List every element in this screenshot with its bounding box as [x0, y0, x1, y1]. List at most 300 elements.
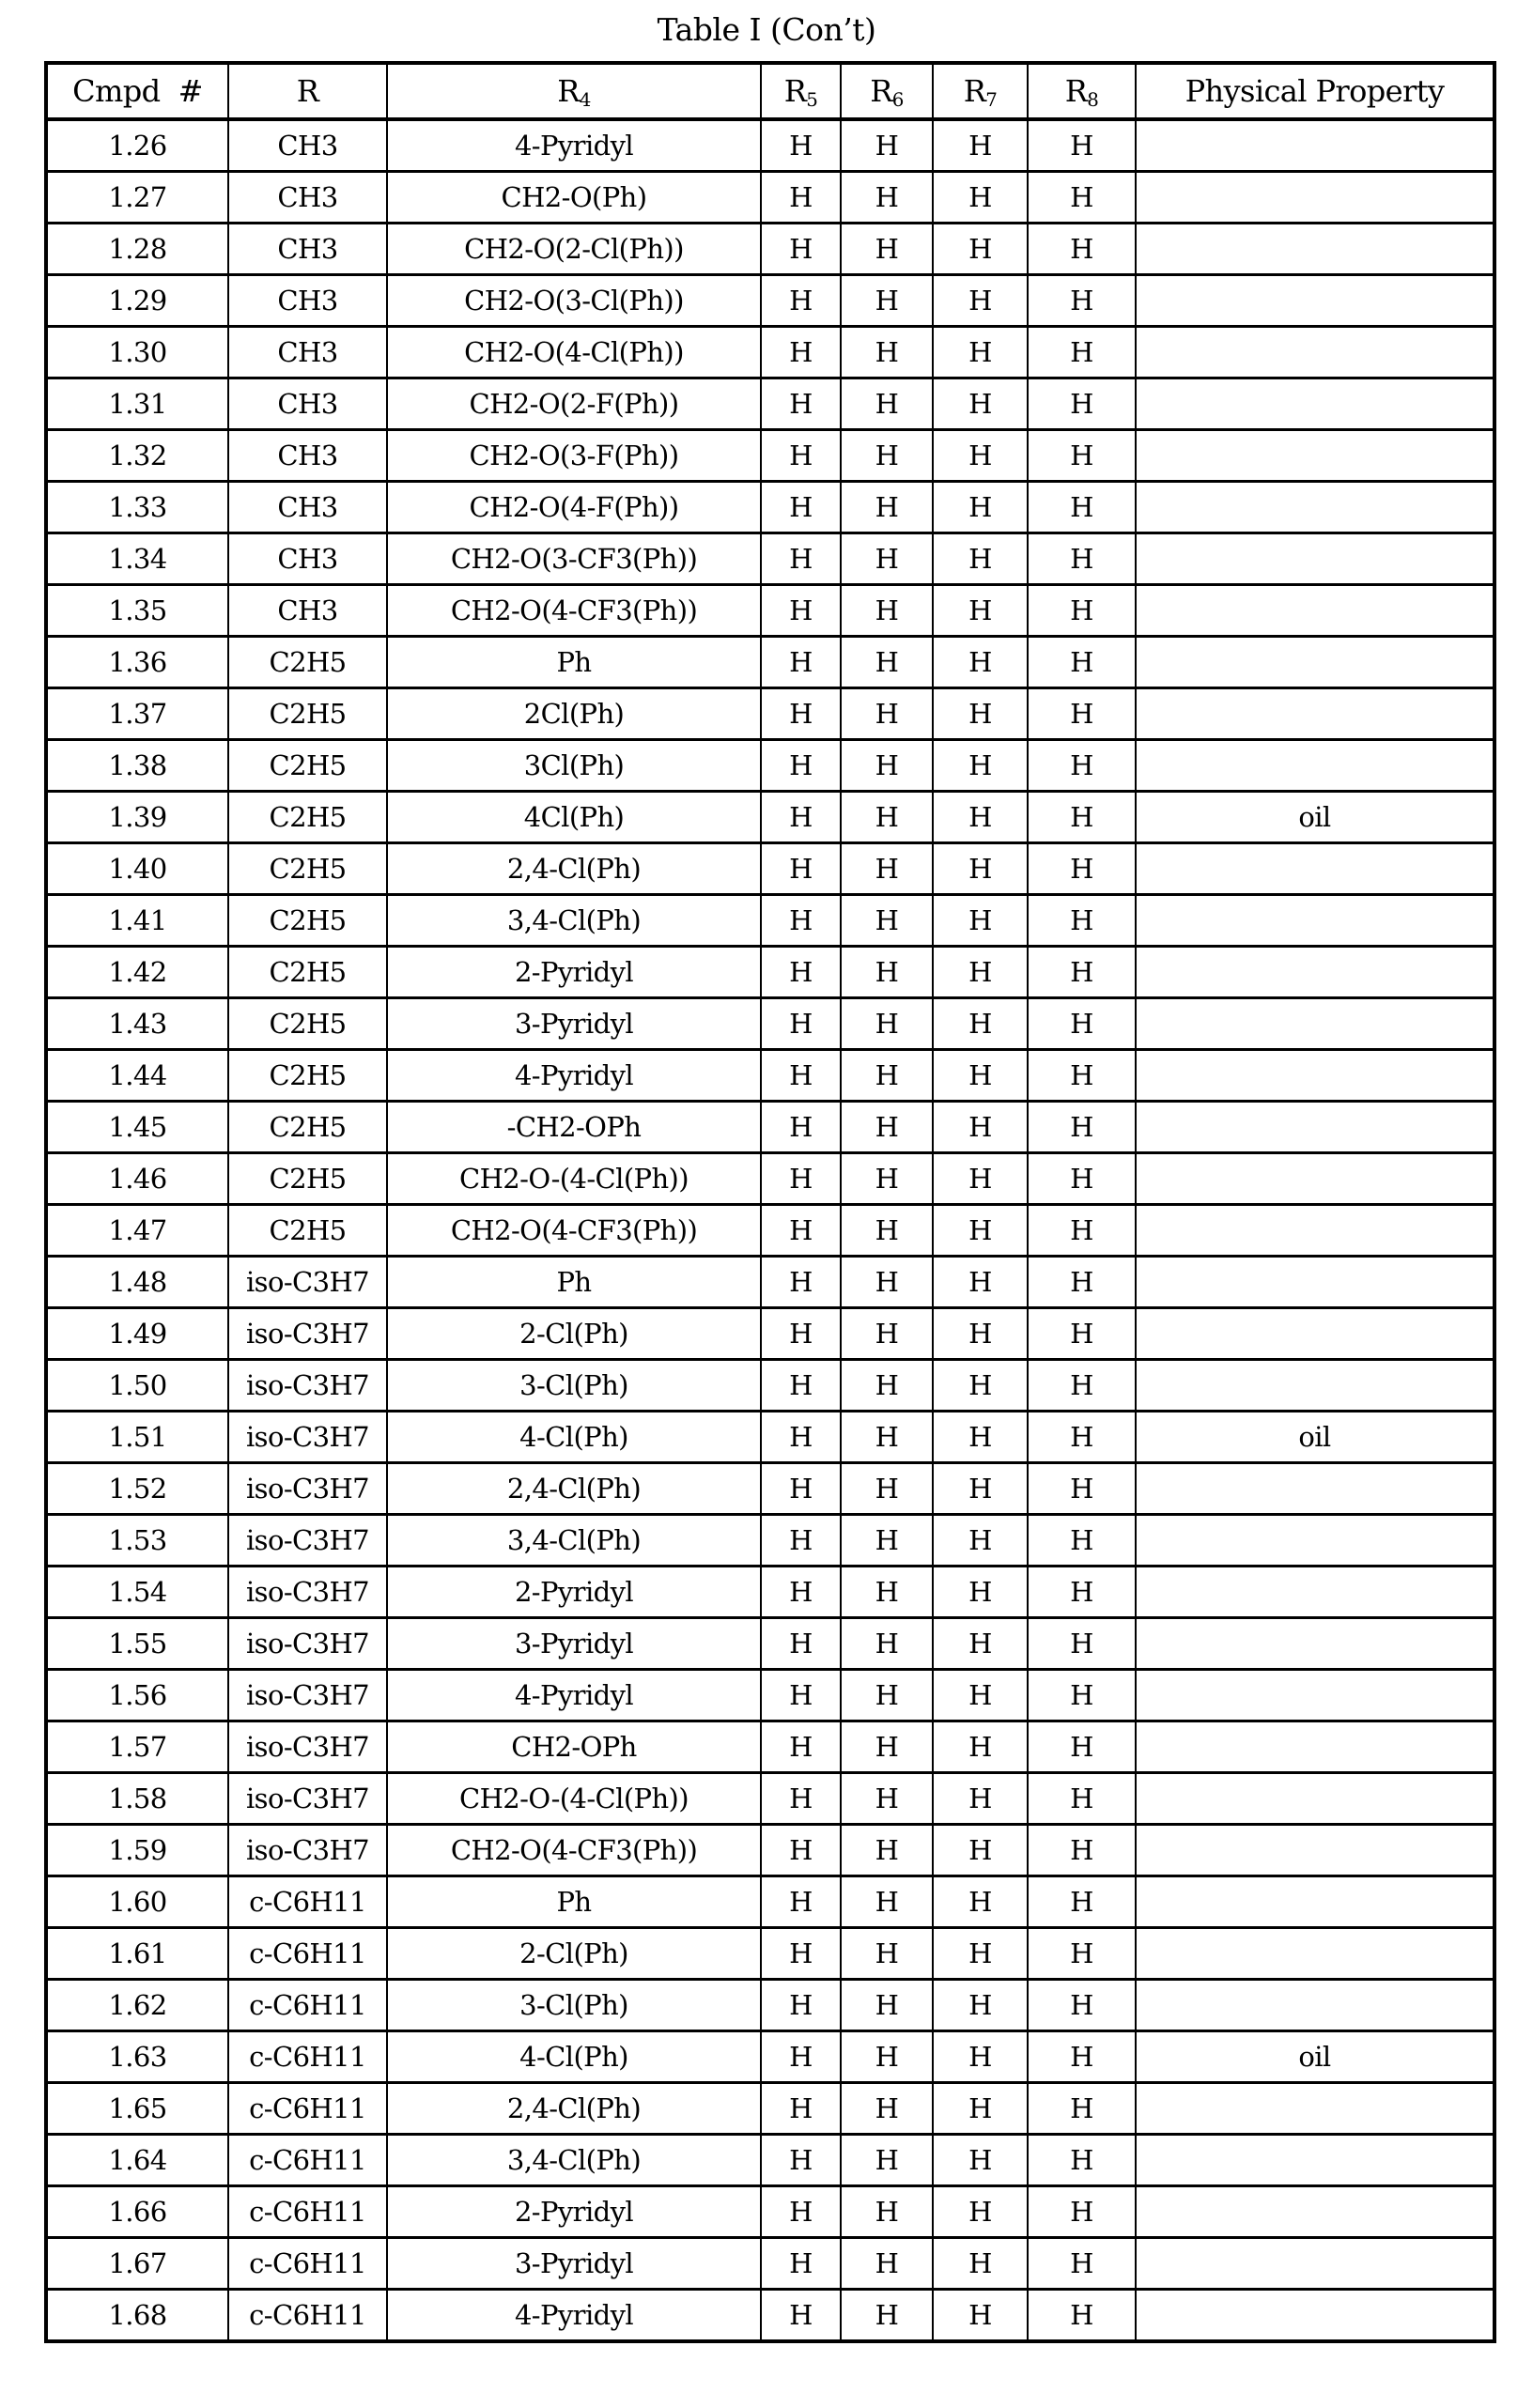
r-cell: CH3: [228, 327, 387, 378]
r6-cell: H: [841, 1618, 933, 1670]
table-row: [46, 224, 1494, 275]
r6-cell: H: [841, 998, 933, 1050]
r5-cell: H: [761, 998, 841, 1050]
header-r5: R5: [761, 63, 841, 119]
r8-cell: H: [1028, 895, 1136, 947]
cmpd-cell: 1.45: [46, 1102, 228, 1153]
r7-cell: H: [933, 1980, 1028, 2031]
table-row: [46, 1205, 1494, 1257]
table-row: [46, 1360, 1494, 1412]
cmpd-cell: 1.61: [46, 1928, 228, 1980]
r7-cell: H: [933, 1825, 1028, 1876]
r5-cell: H: [761, 1670, 841, 1721]
physical-property-cell: [1136, 172, 1494, 224]
r8-cell: H: [1028, 585, 1136, 637]
physical-property-cell: [1136, 1670, 1494, 1721]
r7-cell: H: [933, 172, 1028, 224]
physical-property-cell: [1136, 2290, 1494, 2342]
table-row: [46, 1980, 1494, 2031]
r-cell: C2H5: [228, 1205, 387, 1257]
r8-cell: H: [1028, 1257, 1136, 1308]
r4-cell: 2-Pyridyl: [387, 2186, 761, 2238]
physical-property-cell: [1136, 1773, 1494, 1825]
physical-property-cell: [1136, 1980, 1494, 2031]
r8-cell: H: [1028, 1567, 1136, 1618]
r5-cell: H: [761, 1515, 841, 1567]
r5-cell: H: [761, 688, 841, 740]
cmpd-cell: 1.60: [46, 1876, 228, 1928]
r8-cell: H: [1028, 1618, 1136, 1670]
r-cell: CH3: [228, 275, 387, 327]
r7-cell: H: [933, 637, 1028, 688]
physical-property-cell: [1136, 998, 1494, 1050]
r6-cell: H: [841, 2135, 933, 2186]
r6-cell: H: [841, 1360, 933, 1412]
r4-cell: CH2-O(4-CF3(Ph)): [387, 1205, 761, 1257]
cmpd-cell: 1.42: [46, 947, 228, 998]
r7-cell: H: [933, 1876, 1028, 1928]
cmpd-cell: 1.31: [46, 378, 228, 430]
r7-cell: H: [933, 998, 1028, 1050]
r8-cell: H: [1028, 224, 1136, 275]
table-row: [46, 637, 1494, 688]
r4-cell: CH2-O(2-Cl(Ph)): [387, 224, 761, 275]
r8-cell: H: [1028, 1773, 1136, 1825]
r4-cell: 4-Pyridyl: [387, 1670, 761, 1721]
r7-cell: H: [933, 430, 1028, 482]
physical-property-cell: [1136, 2083, 1494, 2135]
r8-cell: H: [1028, 1412, 1136, 1463]
r5-cell: H: [761, 1825, 841, 1876]
r6-cell: H: [841, 482, 933, 533]
r4-cell: 3,4-Cl(Ph): [387, 895, 761, 947]
cmpd-cell: 1.52: [46, 1463, 228, 1515]
r5-cell: H: [761, 482, 841, 533]
r8-cell: H: [1028, 1876, 1136, 1928]
r8-cell: H: [1028, 172, 1136, 224]
r6-cell: H: [841, 2186, 933, 2238]
header-r7: R7: [933, 63, 1028, 119]
r7-cell: H: [933, 2135, 1028, 2186]
table-row: [46, 1153, 1494, 1205]
r6-cell: H: [841, 1050, 933, 1102]
cmpd-cell: 1.32: [46, 430, 228, 482]
r8-cell: H: [1028, 533, 1136, 585]
r6-cell: H: [841, 792, 933, 843]
r8-cell: H: [1028, 1050, 1136, 1102]
physical-property-cell: [1136, 585, 1494, 637]
r4-cell: CH2-O(4-F(Ph)): [387, 482, 761, 533]
r-cell: CH3: [228, 585, 387, 637]
r5-cell: H: [761, 533, 841, 585]
r-cell: iso-C3H7: [228, 1773, 387, 1825]
table-row: [46, 327, 1494, 378]
r4-cell: 3,4-Cl(Ph): [387, 1515, 761, 1567]
cmpd-cell: 1.37: [46, 688, 228, 740]
r4-cell: Ph: [387, 637, 761, 688]
physical-property-cell: [1136, 1567, 1494, 1618]
r-cell: iso-C3H7: [228, 1360, 387, 1412]
r7-cell: H: [933, 688, 1028, 740]
table-row: [46, 2290, 1494, 2342]
r8-cell: H: [1028, 2135, 1136, 2186]
r-cell: CH3: [228, 533, 387, 585]
r7-cell: H: [933, 2186, 1028, 2238]
header-r6: R6: [841, 63, 933, 119]
r-cell: c-C6H11: [228, 2290, 387, 2342]
r-cell: C2H5: [228, 947, 387, 998]
r-cell: iso-C3H7: [228, 1670, 387, 1721]
r7-cell: H: [933, 1773, 1028, 1825]
cmpd-cell: 1.26: [46, 119, 228, 172]
r5-cell: H: [761, 2290, 841, 2342]
cmpd-cell: 1.49: [46, 1308, 228, 1360]
r7-cell: H: [933, 792, 1028, 843]
r7-cell: H: [933, 1412, 1028, 1463]
r6-cell: H: [841, 1205, 933, 1257]
r7-cell: H: [933, 1257, 1028, 1308]
r5-cell: H: [761, 1618, 841, 1670]
r8-cell: H: [1028, 119, 1136, 172]
table-row: [46, 843, 1494, 895]
r-cell: CH3: [228, 119, 387, 172]
r8-cell: H: [1028, 2031, 1136, 2083]
r-cell: C2H5: [228, 637, 387, 688]
physical-property-cell: [1136, 378, 1494, 430]
r-cell: c-C6H11: [228, 2031, 387, 2083]
header-r8: R8: [1028, 63, 1136, 119]
r5-cell: H: [761, 895, 841, 947]
r-cell: iso-C3H7: [228, 1257, 387, 1308]
r5-cell: H: [761, 1721, 841, 1773]
physical-property-cell: [1136, 533, 1494, 585]
r4-cell: CH2-O(3-Cl(Ph)): [387, 275, 761, 327]
table-row: [46, 1773, 1494, 1825]
physical-property-cell: [1136, 1876, 1494, 1928]
cmpd-cell: 1.33: [46, 482, 228, 533]
table-title: Table I (Con’t): [0, 11, 1533, 48]
table-row: [46, 430, 1494, 482]
r6-cell: H: [841, 2238, 933, 2290]
table-row: [46, 1670, 1494, 1721]
r4-cell: 4-Cl(Ph): [387, 1412, 761, 1463]
table-row: [46, 119, 1494, 172]
r-cell: c-C6H11: [228, 1980, 387, 2031]
cmpd-cell: 1.65: [46, 2083, 228, 2135]
cmpd-cell: 1.63: [46, 2031, 228, 2083]
r-cell: iso-C3H7: [228, 1721, 387, 1773]
r8-cell: H: [1028, 1463, 1136, 1515]
table-row: [46, 2031, 1494, 2083]
cmpd-cell: 1.41: [46, 895, 228, 947]
r5-cell: H: [761, 1308, 841, 1360]
r-cell: CH3: [228, 482, 387, 533]
r4-cell: Ph: [387, 1876, 761, 1928]
r5-cell: H: [761, 1412, 841, 1463]
r7-cell: H: [933, 947, 1028, 998]
r4-cell: 3-Cl(Ph): [387, 1980, 761, 2031]
r-cell: C2H5: [228, 895, 387, 947]
cmpd-cell: 1.56: [46, 1670, 228, 1721]
r8-cell: H: [1028, 2186, 1136, 2238]
r6-cell: H: [841, 430, 933, 482]
physical-property-cell: [1136, 2186, 1494, 2238]
r5-cell: H: [761, 740, 841, 792]
r4-cell: 3-Pyridyl: [387, 1618, 761, 1670]
r5-cell: H: [761, 1050, 841, 1102]
r-cell: c-C6H11: [228, 2186, 387, 2238]
cmpd-cell: 1.43: [46, 998, 228, 1050]
r-cell: c-C6H11: [228, 1928, 387, 1980]
r8-cell: H: [1028, 792, 1136, 843]
r7-cell: H: [933, 1153, 1028, 1205]
r6-cell: H: [841, 327, 933, 378]
r8-cell: H: [1028, 1670, 1136, 1721]
r7-cell: H: [933, 275, 1028, 327]
r6-cell: H: [841, 1876, 933, 1928]
r5-cell: H: [761, 1928, 841, 1980]
r7-cell: H: [933, 2290, 1028, 2342]
r6-cell: H: [841, 119, 933, 172]
cmpd-cell: 1.67: [46, 2238, 228, 2290]
cmpd-cell: 1.59: [46, 1825, 228, 1876]
physical-property-cell: [1136, 1463, 1494, 1515]
r7-cell: H: [933, 224, 1028, 275]
r6-cell: H: [841, 947, 933, 998]
r4-cell: 3-Pyridyl: [387, 2238, 761, 2290]
r4-cell: CH2-O(2-F(Ph)): [387, 378, 761, 430]
r8-cell: H: [1028, 998, 1136, 1050]
r4-cell: 4-Pyridyl: [387, 2290, 761, 2342]
r8-cell: H: [1028, 688, 1136, 740]
r-cell: iso-C3H7: [228, 1308, 387, 1360]
r5-cell: H: [761, 1773, 841, 1825]
r7-cell: H: [933, 1567, 1028, 1618]
physical-property-cell: [1136, 1618, 1494, 1670]
r8-cell: H: [1028, 637, 1136, 688]
table-row: [46, 1721, 1494, 1773]
r4-cell: 2-Pyridyl: [387, 947, 761, 998]
r4-cell: CH2-O(4-Cl(Ph)): [387, 327, 761, 378]
r4-cell: 3-Cl(Ph): [387, 1360, 761, 1412]
r5-cell: H: [761, 947, 841, 998]
r4-cell: CH2-O(4-CF3(Ph)): [387, 1825, 761, 1876]
r8-cell: H: [1028, 2238, 1136, 2290]
r5-cell: H: [761, 2083, 841, 2135]
table-row: [46, 1050, 1494, 1102]
table-row: [46, 585, 1494, 637]
r8-cell: H: [1028, 378, 1136, 430]
physical-property-cell: [1136, 430, 1494, 482]
r7-cell: H: [933, 119, 1028, 172]
r8-cell: H: [1028, 1308, 1136, 1360]
table-row: [46, 533, 1494, 585]
cmpd-cell: 1.54: [46, 1567, 228, 1618]
r6-cell: H: [841, 585, 933, 637]
r4-cell: CH2-O(3-F(Ph)): [387, 430, 761, 482]
r6-cell: H: [841, 637, 933, 688]
r4-cell: CH2-O(Ph): [387, 172, 761, 224]
header-physical-property: Physical Property: [1136, 63, 1494, 119]
cmpd-cell: 1.64: [46, 2135, 228, 2186]
physical-property-cell: [1136, 637, 1494, 688]
r8-cell: H: [1028, 482, 1136, 533]
r8-cell: H: [1028, 2083, 1136, 2135]
r4-cell: 2,4-Cl(Ph): [387, 2083, 761, 2135]
table-row: [46, 2186, 1494, 2238]
cmpd-cell: 1.53: [46, 1515, 228, 1567]
r7-cell: H: [933, 1360, 1028, 1412]
physical-property-cell: [1136, 843, 1494, 895]
r-cell: c-C6H11: [228, 2083, 387, 2135]
r7-cell: H: [933, 740, 1028, 792]
r5-cell: H: [761, 792, 841, 843]
physical-property-cell: [1136, 1153, 1494, 1205]
r-cell: iso-C3H7: [228, 1412, 387, 1463]
cmpd-cell: 1.50: [46, 1360, 228, 1412]
physical-property-cell: [1136, 688, 1494, 740]
r7-cell: H: [933, 327, 1028, 378]
physical-property-cell: [1136, 947, 1494, 998]
r8-cell: H: [1028, 1980, 1136, 2031]
cmpd-cell: 1.44: [46, 1050, 228, 1102]
r8-cell: H: [1028, 1205, 1136, 1257]
r6-cell: H: [841, 895, 933, 947]
r6-cell: H: [841, 378, 933, 430]
r5-cell: H: [761, 275, 841, 327]
r5-cell: H: [761, 1102, 841, 1153]
r6-cell: H: [841, 1412, 933, 1463]
cmpd-cell: 1.28: [46, 224, 228, 275]
physical-property-cell: [1136, 1515, 1494, 1567]
table-row: [46, 688, 1494, 740]
table-row: [46, 1308, 1494, 1360]
cmpd-cell: 1.29: [46, 275, 228, 327]
r-cell: iso-C3H7: [228, 1618, 387, 1670]
physical-property-cell: [1136, 1102, 1494, 1153]
header-r4: R4: [387, 63, 761, 119]
r8-cell: H: [1028, 1360, 1136, 1412]
physical-property-cell: [1136, 1825, 1494, 1876]
r7-cell: H: [933, 1463, 1028, 1515]
cmpd-cell: 1.39: [46, 792, 228, 843]
physical-property-cell: oil: [1136, 792, 1494, 843]
cmpd-cell: 1.38: [46, 740, 228, 792]
r5-cell: H: [761, 1257, 841, 1308]
table-row: [46, 1102, 1494, 1153]
header-r: R: [228, 63, 387, 119]
r-cell: CH3: [228, 172, 387, 224]
header-row: [46, 63, 1494, 119]
r6-cell: H: [841, 1153, 933, 1205]
physical-property-cell: [1136, 1721, 1494, 1773]
cmpd-cell: 1.47: [46, 1205, 228, 1257]
r4-cell: Ph: [387, 1257, 761, 1308]
cmpd-cell: 1.40: [46, 843, 228, 895]
cmpd-cell: 1.48: [46, 1257, 228, 1308]
table-row: [46, 1876, 1494, 1928]
r8-cell: H: [1028, 430, 1136, 482]
physical-property-cell: [1136, 482, 1494, 533]
r6-cell: H: [841, 2083, 933, 2135]
r8-cell: H: [1028, 740, 1136, 792]
r4-cell: 2,4-Cl(Ph): [387, 1463, 761, 1515]
cmpd-cell: 1.27: [46, 172, 228, 224]
r6-cell: H: [841, 1670, 933, 1721]
r6-cell: H: [841, 533, 933, 585]
cmpd-cell: 1.34: [46, 533, 228, 585]
r4-cell: 2-Cl(Ph): [387, 1928, 761, 1980]
r7-cell: H: [933, 585, 1028, 637]
r7-cell: H: [933, 1102, 1028, 1153]
physical-property-cell: [1136, 1360, 1494, 1412]
header-cmpd: Cmpd #: [46, 63, 228, 119]
r7-cell: H: [933, 2031, 1028, 2083]
physical-property-cell: [1136, 1205, 1494, 1257]
physical-property-cell: [1136, 327, 1494, 378]
r5-cell: H: [761, 172, 841, 224]
r8-cell: H: [1028, 843, 1136, 895]
r6-cell: H: [841, 1463, 933, 1515]
r4-cell: -CH2-OPh: [387, 1102, 761, 1153]
r-cell: C2H5: [228, 1153, 387, 1205]
r5-cell: H: [761, 430, 841, 482]
r4-cell: 2,4-Cl(Ph): [387, 843, 761, 895]
table-row: [46, 2083, 1494, 2135]
r7-cell: H: [933, 895, 1028, 947]
r7-cell: H: [933, 843, 1028, 895]
r-cell: C2H5: [228, 1102, 387, 1153]
r4-cell: 4-Cl(Ph): [387, 2031, 761, 2083]
table-row: [46, 1463, 1494, 1515]
cmpd-cell: 1.35: [46, 585, 228, 637]
cmpd-cell: 1.58: [46, 1773, 228, 1825]
r6-cell: H: [841, 1980, 933, 2031]
r6-cell: H: [841, 275, 933, 327]
r7-cell: H: [933, 1928, 1028, 1980]
r7-cell: H: [933, 1308, 1028, 1360]
r7-cell: H: [933, 1515, 1028, 1567]
r5-cell: H: [761, 1980, 841, 2031]
physical-property-cell: [1136, 1308, 1494, 1360]
r7-cell: H: [933, 378, 1028, 430]
cmpd-cell: 1.46: [46, 1153, 228, 1205]
table-row: [46, 1567, 1494, 1618]
physical-property-cell: [1136, 275, 1494, 327]
table-row: [46, 895, 1494, 947]
physical-property-cell: oil: [1136, 1412, 1494, 1463]
r-cell: CH3: [228, 378, 387, 430]
table-row: [46, 1257, 1494, 1308]
r8-cell: H: [1028, 1102, 1136, 1153]
r7-cell: H: [933, 482, 1028, 533]
table-row: [46, 482, 1494, 533]
cmpd-cell: 1.68: [46, 2290, 228, 2342]
r5-cell: H: [761, 378, 841, 430]
r6-cell: H: [841, 1257, 933, 1308]
r5-cell: H: [761, 224, 841, 275]
r8-cell: H: [1028, 327, 1136, 378]
r5-cell: H: [761, 1153, 841, 1205]
physical-property-cell: [1136, 1928, 1494, 1980]
r8-cell: H: [1028, 947, 1136, 998]
r5-cell: H: [761, 843, 841, 895]
r4-cell: CH2-OPh: [387, 1721, 761, 1773]
cmpd-cell: 1.55: [46, 1618, 228, 1670]
table-row: [46, 740, 1494, 792]
r5-cell: H: [761, 327, 841, 378]
r-cell: C2H5: [228, 843, 387, 895]
